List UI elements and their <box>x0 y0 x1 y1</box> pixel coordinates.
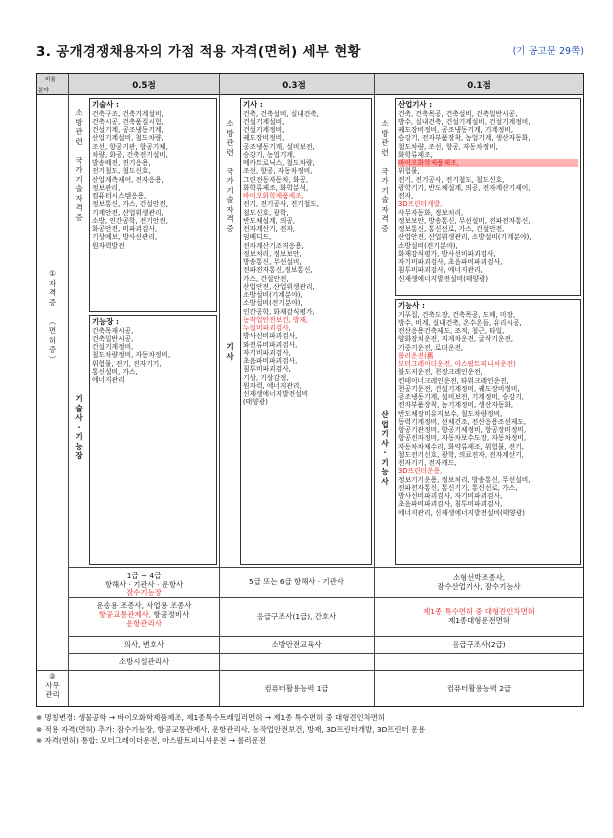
col1-engineer-label: 기술사 : <box>92 100 119 109</box>
row-aviation-col1-mech: 항공정비사 <box>153 610 190 619</box>
col3-industrial-list-3: 사무자동화, 정보처리, 정보보안, 방송통신, 무선설비, 전파전자통신, 정보통신, 통신선로, 가스, 건설안전, 산업안전, 산업위생관리, 소방설비(기계분야), 소방설비(전기분야), 화재감식평가, 방사선비파괴검사, 자기비파괴검사, 초음파비파괴검사, 침투비파괴검사, 에너지관리, 신재생에너지발전설비(태양광) <box>398 208 532 283</box>
col2-group-label: 소 방 관 련 국 가 기 술 자 격 증 <box>226 119 234 233</box>
row-mariner-col3: 소형선박조종사, 잠수산업기사, 잠수기능사 <box>437 573 521 592</box>
row-aviation-col3: 제1종대형운전면허 <box>448 616 510 625</box>
header-col-01: 0.1점 <box>467 81 491 91</box>
grid-line <box>68 636 583 637</box>
col2-list-3: 방사선비파괴검사, 와전류비파괴검사, 자기비파괴검사, 초음파비파괴검사, 침투비파괴검사, 기상, 기상감정, 원자력, 에너지관리, 신재생에너지발전설비 (태양광) <box>243 332 309 407</box>
row-fire-facility-col1: 소방시설관리사 <box>119 657 169 666</box>
header-diag-top: 비율 <box>45 77 56 83</box>
col2-engineer-label: 기사 : <box>243 100 263 109</box>
col2-list-1: 건축, 건축설비, 실내건축, 건설기계설비, 건설기계정비, 궤도장비정비, 공조냉동기계, 설비보전, 승강기, 농업기계, 메카트로닉스, 철도차량, 조선, 항공, 자동차정비, 그린전동자동차, 화공, 화학류제조, 화학분석, <box>243 109 319 192</box>
col3-craftsman-list-red2: 3D프린터운용, <box>398 467 443 476</box>
col1-master-list: 건축목재시공, 건축일반시공, 건설기계정비, 철도차량정비, 자동차정비, 위험물, 전기, 전자기기, 통신설비, 가스, 에너지관리 <box>92 326 171 384</box>
row-doctor-col1: 의사, 변호사 <box>123 640 165 649</box>
col3-industrial-box <box>395 98 581 296</box>
row-aviation-col1: 운송용 조종사, 사업용 조종사 <box>96 601 192 610</box>
page-title: 3. 공개경쟁채용자의 가점 적용 자격(면허) 세부 현황 <box>36 44 361 60</box>
col3-industrial-list-red: 바이오화학제품제조, <box>398 159 578 167</box>
title-row <box>36 40 584 62</box>
col2-engineer-box <box>240 98 372 565</box>
col2-list-red2: 농작업안전보건, 방재, 누설비파괴검사, <box>243 315 309 332</box>
col3-craftsman-list-1: 거푸집, 건축도장, 건축목공, 도배, 미장, 방수, 비계, 실내건축, 온수온돌, 유리시공, 전산응용건축제도, 조적, 철근, 타일, 양화장치운전, 지게차운전, 굴삭기운전, 기중기운전, 로더운전, <box>398 310 522 352</box>
footnotes <box>36 712 596 747</box>
grid-line <box>68 653 583 654</box>
col1-master-label: 기능장 : <box>92 317 119 326</box>
row-aviation-col2: 응급구조사(1급), 간호사 <box>256 612 337 621</box>
grid-line <box>37 670 583 671</box>
col3-craftsman-box <box>395 299 581 565</box>
header-diag-bottom: 분야 <box>38 88 49 94</box>
section-2-col2: 컴퓨터활용능력 1급 <box>264 684 329 693</box>
header-col-03: 0.3점 <box>282 81 306 91</box>
col1-master-box <box>89 315 217 565</box>
row-doctor-col2: 소방안전교육사 <box>271 640 322 649</box>
row-doctor-col3: 응급구조사(2급) <box>452 640 506 649</box>
col3-craftsman-label: 기능사 : <box>398 301 425 310</box>
col2-sub-label: 기 사 <box>226 342 234 361</box>
qualification-table <box>36 73 584 707</box>
col1-engineer-box <box>89 98 217 312</box>
col3-craftsman-list-red: 롤러운전(舊 모터그레이더운전, 아스팔트피니셔운전) <box>398 351 516 368</box>
col3-craftsman-list-3: 정보기기운용, 정보처리, 방송통신, 무선설비, 전파전자통신, 통신기기, 통신선로, 가스, 방사선비파괴검사, 자기비파괴검사, 초음파비파괴검사, 침투비파괴검사, 에너지관리, 신재생에너지발전설비(태양광) <box>398 475 531 517</box>
row-aviation-col3-red: 제1종 특수면허 중 대형견인차면허 <box>423 607 535 616</box>
col3-industrial-list-2: 위험물, 전기, 전기공사, 전기철도, 철도신호, 광학기기, 반도체설계, 의공, 전자계산기제어, 전자, <box>398 167 531 200</box>
col2-list-2: 전기, 전기공사, 전기철도, 철도신호, 광학, 반도체설계, 의공, 전자계산기, 전자, 임베디드, 전자계산기조직응용, 정보처리, 정보보안, 방송통신, 무선설비, 전파전자통신,정보통신, 가스, 건설안전, 산업안전, 산업위생관리, 소방설비(기계분야), 소방설비(전기분야), 인간공학, 화재감식평가, <box>243 200 319 316</box>
row-mariner-col2: 5급 또는 6급 항해사 · 기관사 <box>249 577 344 586</box>
section-2-label: ② 사무 관리 <box>45 672 60 699</box>
title-reference: (기 공고문 29쪽) <box>512 46 584 57</box>
row-mariner-col1: 1급 ~ 4급 항해사 · 기관사 · 운항사 <box>104 571 184 590</box>
note-rename: ※ 명칭변경: 생물공학 → 바이오화학제품제조, 제1종특수트레일러면허 → 제1종 특수면허 중 대형견인차면허 <box>36 713 386 722</box>
row-mariner-col1-red: 잠수기능장 <box>126 588 162 597</box>
col3-industrial-label: 산업기사 : <box>398 100 433 109</box>
section-2-col3: 컴퓨터활용능력 2급 <box>446 684 512 693</box>
col1-sub-label: 기 술 사 · 기 능 장 <box>75 394 83 460</box>
header-col-05: 0.5점 <box>132 81 156 91</box>
row-aviation-col1-red2: 운항관리사 <box>126 619 162 628</box>
note-added: ※ 적용 자격(면허) 추가: 잠수기능장, 항공교통관제사, 운항관리사, 농작업안전보건, 방재, 3D프린터개발, 3D프린터 운용 <box>36 724 426 734</box>
col1-group-label: 소 방 관 련 국 가 기 술 자 격 증 <box>75 108 83 222</box>
col3-industrial-list-1: 건축, 건축목공, 건축설비, 건축일반시공, 방수, 실내건축, 건설기계설비, 건설기계정비, 궤도장비정비, 공조냉동기계, 기계정비, 승강기, 전자부품장착, 농업기계, 생산자동화, 철도차량, 조선, 항공, 자동차정비, 화학류제조, <box>398 109 531 159</box>
col3-group-label: 소 방 관 련 국 가 기 술 자 격 증 <box>381 119 389 233</box>
col2-list-red: 바이오화학제품제조, <box>243 192 304 200</box>
col3-sub-label: 산 업 기 사 · 기 능 사 <box>381 410 389 486</box>
grid-line <box>68 567 583 568</box>
col1-engineer-list: 건축구조, 건축기계설비, 건축시공, 건축품질시험, 건설기계, 공조냉동기계, 산업기계설비, 철도차량, 조선, 항공기관, 항공기체, 차량, 화공, 건축전기설비, 발송배전, 전기응용, 전기철도, 철도신호, 산업계측제어, 전자응용, 정보관리, 컴퓨터시스템응용, 정보통신, 가스, 건설안전, 기계안전, 산업위생관리, 소방, 인간공학, 전기안전, 화공안전, 비파괴검사, 기상예보, 방사선관리, 원자력발전 <box>92 109 168 250</box>
row-aviation-col1-b <box>69 610 219 619</box>
section-1-label: ① 자 격 증 ︵ 면 허 증 ︶ <box>48 269 57 364</box>
col3-craftsman-list-2: 불도저운전, 천장크레인운전, 컨테이너크레인운전, 타워크레인운전, 천공기운전, 건설기계정비, 궤도장비정비, 공조냉동기계, 설비보전, 기계정비, 승강기, 전자부품장착, 농기계정비, 생산자동화, 반도체장비유지보수, 철도차량정비, 동력기계정비, 선체건조, 전산응용조선제도, 항공기관정비, 항공기체정비, 항공장비정비, 항공전자정비, 자동차보수도장, 자동차정비, 자동차차체수리, 화약류제조, 위험물, 전기, 철도전기신호, 광학, 의료전자, 전자계산기, 전자기기, 전자캐드, <box>398 368 527 467</box>
col3-industrial-list-red2: 3D프린터개발, <box>398 200 443 209</box>
note-merged: ※ 자격(면허) 통합: 모터그레이더운전, 아스팔트피니셔운전 → 롤러운전 <box>36 736 266 745</box>
row-aviation-col1-red: 항공교통관제사, <box>98 610 152 619</box>
